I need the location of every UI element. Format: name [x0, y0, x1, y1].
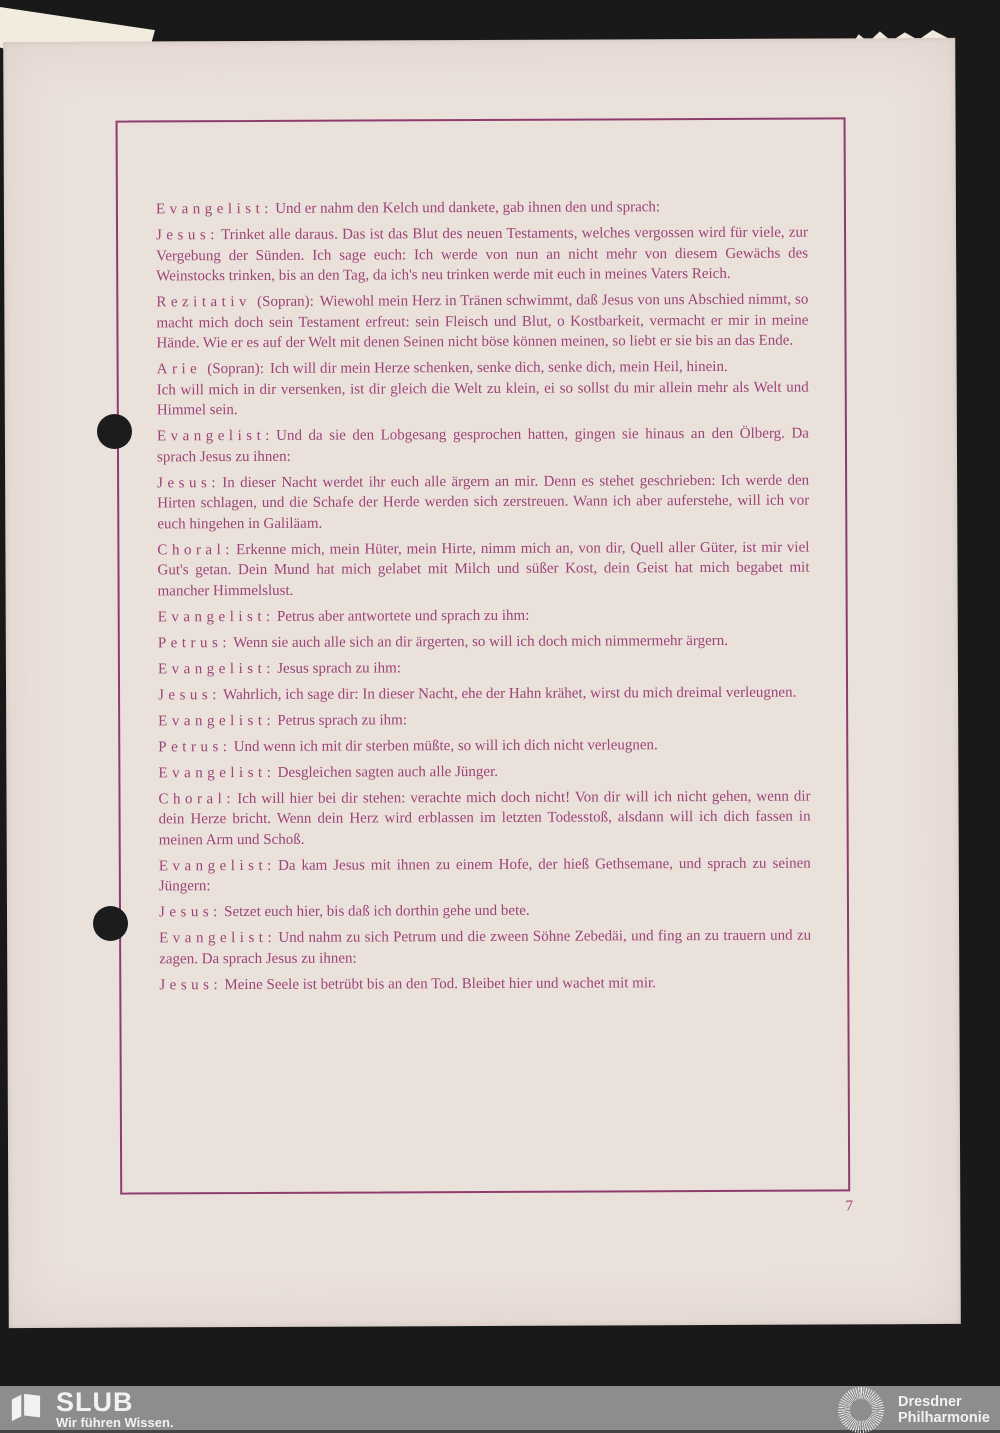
speaker-label: Jesus:	[157, 474, 221, 491]
hole-punch-top	[97, 414, 132, 449]
partner-name-line2: Philharmonie	[898, 1409, 990, 1426]
paragraph-text: Erkenne mich, mein Hüter, mein Hirte, nimm mich an, von dir, Quell aller Güter, ist mir viel Gut's getan. Dein Mund hat mich gelabet mit Milch und süßer Kost, dein Geist hat mich begabet mit mancher Himmelslust.	[157, 539, 810, 599]
paragraph-text: Wenn sie auch alle sich an dir ärgerten, so will ich doch mich nimmermehr ärgern.	[233, 632, 729, 651]
libretto-paragraph	[158, 682, 810, 705]
paragraph-text: In dieser Nacht werdet ihr euch alle ärgern an mir. Denn es stehet geschrieben: Ich werde den Hirten schlagen, und die Schafe der Herde werden sich zerstreuen. Wann ich aber auferstehe, will ich vor euch hingehen in Galiläam.	[157, 472, 810, 532]
paragraph-text: Jesus sprach zu ihm:	[277, 659, 401, 677]
partner-name	[898, 1394, 990, 1426]
libretto-paragraph	[157, 357, 809, 380]
libretto-paragraph	[159, 972, 811, 995]
libretto-paragraph	[158, 708, 810, 731]
scan-page	[3, 38, 961, 1328]
book-icon	[10, 1392, 42, 1422]
footer-watermark-bar	[0, 1386, 1000, 1433]
paragraph-text: Und nahm zu sich Petrum und die zween Söhne Zebedäi, und fing an zu trauern und zu zagen. Da sprach Jesus zu ihnen:	[159, 927, 812, 967]
paragraph-text: Ich will hier bei dir stehen: verachte mich doch nicht! Von dir will ich nicht gehen, wenn dir dein Herze bricht. Wenn dein Herz wird erblassen im letzten Todesstoß, alsdann will ich dich fassen in meinen Arm und Schoß.	[158, 788, 811, 848]
libretto-paragraph	[159, 926, 811, 970]
libretto-paragraph	[157, 424, 809, 468]
paragraph-text: Wiewohl mein Herz in Tränen schwimmt, daß Jesus von uns Abschied nimmt, so macht mich doch sein Testament erfreut: sein Fleisch und Blut, o Kostbarkeit, vermacht er mir in meine Hände. Wie er es auf der Welt mit denen Seinen nicht böse können meinen, so liebt er sie bis an das Ende.	[156, 291, 809, 352]
libretto-paragraph	[156, 290, 808, 354]
philharmonie-logo	[838, 1386, 990, 1433]
paragraph-text: Setzet euch hier, bis daß ich dorthin gehe und bete.	[224, 902, 530, 921]
libretto-paragraph	[157, 377, 809, 421]
speaker-label: Jesus:	[158, 904, 222, 921]
speaker-label: Evangelist:	[157, 608, 275, 625]
paragraph-text: Desgleichen sagten auch alle Jünger.	[277, 763, 499, 781]
paragraph-text: Wahrlich, ich sage dir: In dieser Nacht, ehe der Hahn krähet, wirst du mich dreimal verleugnen.	[223, 684, 797, 703]
libretto-paragraph	[158, 604, 810, 627]
paragraph-text: Ich will dir mein Herze schenken, senke dich, senke dich, mein Heil, hinein.	[269, 358, 728, 377]
slub-logo	[10, 1389, 174, 1430]
speaker-label: Evangelist:	[158, 857, 276, 874]
libretto-paragraph	[156, 197, 808, 220]
paragraph-text: Und wenn ich mit dir sterben müßte, so will ich dich nicht verleugnen.	[233, 736, 658, 755]
speaker-label: Evangelist:	[155, 200, 273, 218]
libretto-paragraph	[158, 760, 810, 783]
speaker-label: Evangelist:	[158, 764, 276, 781]
speaker-label: Petrus:	[158, 738, 232, 755]
paragraph-text: Petrus aber antwortete und sprach zu ihm:	[276, 607, 530, 625]
slub-wordmark-block	[56, 1389, 174, 1430]
speaker-label: Jesus:	[158, 686, 221, 703]
speaker-label: Evangelist:	[158, 712, 276, 729]
libretto-text	[156, 197, 811, 1001]
paragraph-text: Trinket alle daraus. Das ist das Blut des neuen Testaments, welches vergossen wird für viele, zur Vergebung der Sünden. Ich sage euch: Ich werde von nun an nicht mehr von diesem Gewächs des Weinstocks trinken, bis an den Tag, da ich's neu trinken werde mit euch in meines Vaters Reich.	[156, 224, 809, 285]
speaker-label: Choral:	[158, 790, 236, 807]
partner-name-line1: Dresdner	[898, 1393, 962, 1410]
paragraph-text: Ich will mich in dir versenken, ist dir gleich die Welt zu klein, ei so sollst du mir allein mehr als Welt und Himmel sein.	[156, 379, 809, 419]
speaker-label: Evangelist:	[157, 660, 275, 677]
speaker-label: Evangelist:	[159, 929, 277, 947]
hole-punch-bottom	[93, 906, 128, 941]
libretto-paragraph	[157, 537, 809, 601]
page-number: 7	[845, 1198, 854, 1215]
libretto-paragraph	[158, 734, 810, 757]
libretto-paragraph	[158, 786, 810, 850]
speaker-label: Evangelist:	[156, 427, 274, 445]
paragraph-text: Und er nahm den Kelch und dankete, gab ihnen den und sprach:	[275, 199, 661, 217]
sunburst-icon	[838, 1387, 884, 1433]
speaker-label: Arie	[156, 361, 202, 378]
libretto-paragraph	[157, 470, 809, 534]
libretto-paragraph	[158, 630, 810, 653]
libretto-paragraph	[156, 223, 808, 287]
speaker-label: Jesus:	[159, 976, 223, 993]
slub-wordmark: SLUB	[56, 1387, 134, 1417]
speaker-label: Jesus:	[156, 227, 219, 244]
slub-tagline: Wir führen Wissen.	[56, 1415, 174, 1430]
speaker-voice: (Sopran):	[253, 293, 314, 310]
speaker-label: Petrus:	[157, 634, 232, 651]
speaker-label: Choral:	[157, 541, 234, 558]
libretto-paragraph	[159, 900, 811, 923]
paragraph-text: Meine Seele ist betrübt bis an den Tod. Bleibet hier und wachet mit mir.	[224, 974, 656, 993]
paragraph-text: Petrus sprach zu ihm:	[277, 711, 408, 729]
libretto-paragraph	[158, 656, 810, 679]
paragraph-text: Und da sie den Lobgesang gesprochen hatten, gingen sie hinaus an den Ölberg. Da sprach Jesus zu ihnen:	[156, 425, 809, 465]
paragraph-text: Da kam Jesus mit ihnen zu einem Hofe, der hieß Gethsemane, und sprach zu seinen Jüngern:	[158, 855, 811, 895]
speaker-label: Rezitativ	[156, 294, 252, 311]
libretto-paragraph	[159, 853, 811, 897]
speaker-voice: (Sopran):	[203, 360, 264, 378]
